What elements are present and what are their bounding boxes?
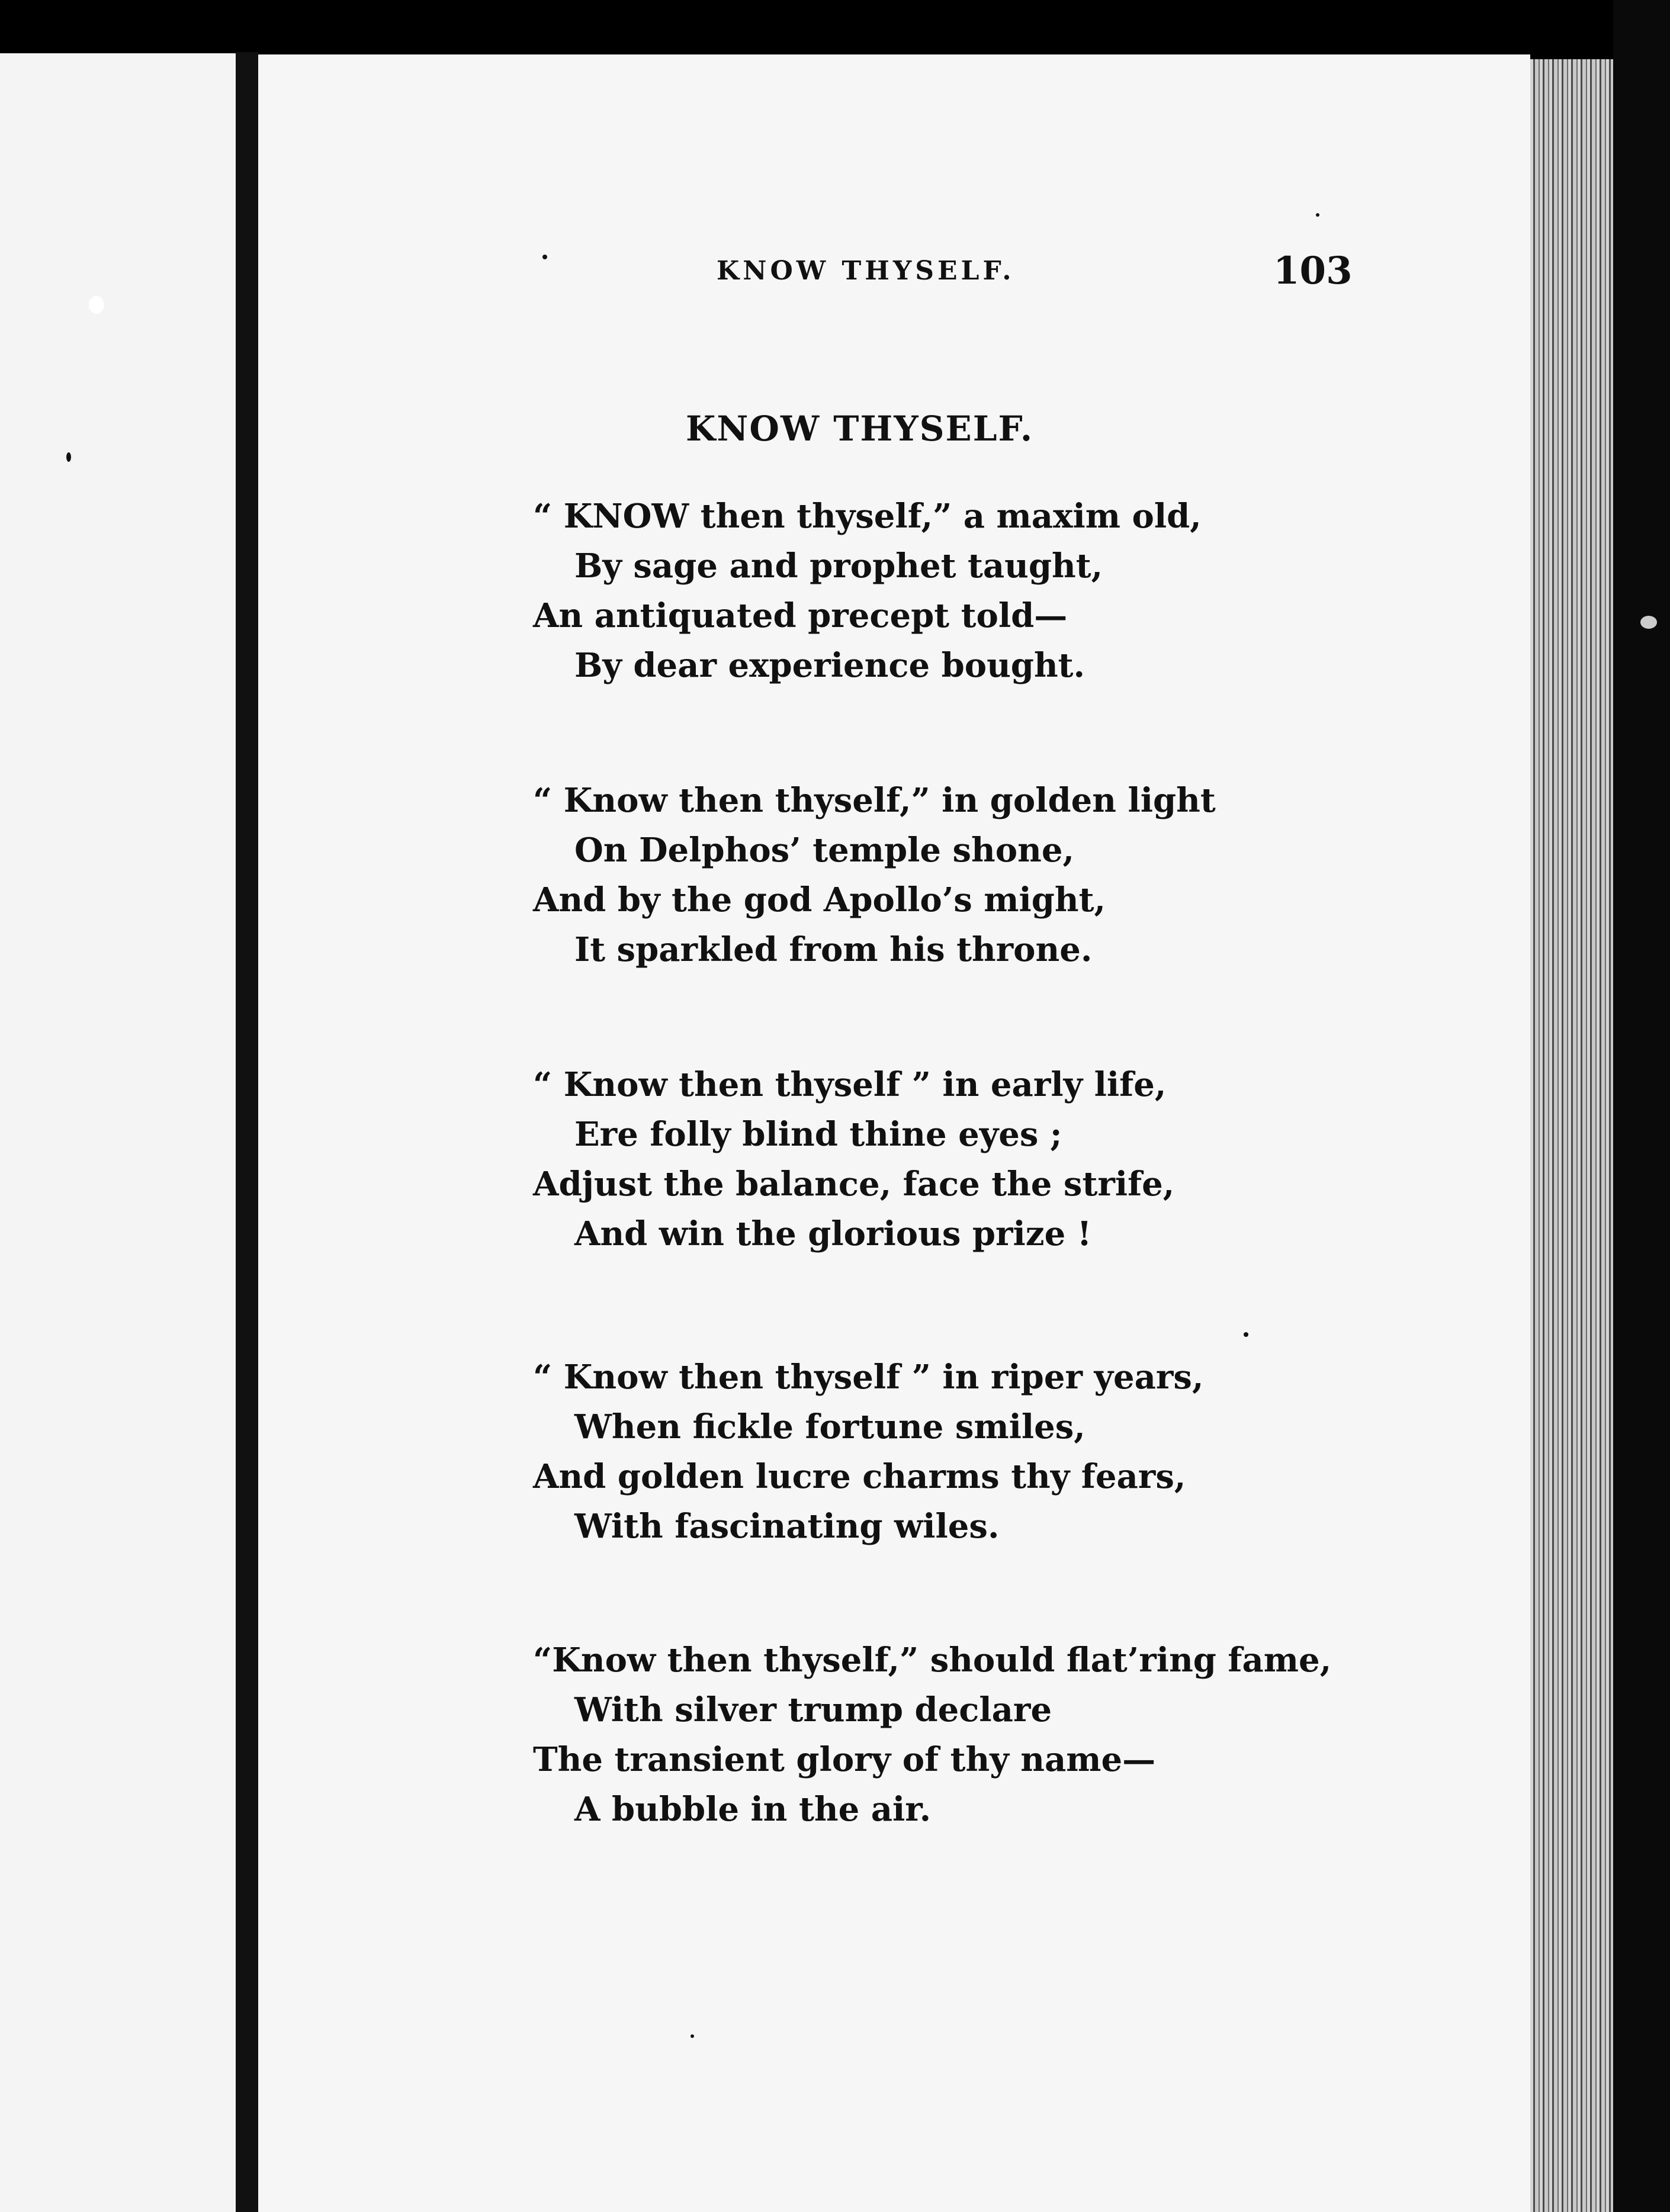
poem-title: KNOW THYSELF. (686, 409, 1034, 449)
dust-speck (1244, 1332, 1248, 1337)
dust-speck (691, 2034, 694, 2038)
scan-background (1613, 0, 1670, 2212)
running-head: KNOW THYSELF. (717, 256, 1015, 286)
poem-line: On Delphos’ temple shone, (574, 831, 1074, 870)
left-page (0, 53, 236, 2212)
poem-line: With silver trump declare (574, 1690, 1052, 1729)
dust-speck (542, 255, 547, 259)
page-number: 103 (1273, 249, 1353, 293)
stanza-3 (533, 1060, 1174, 1259)
poem-line: When fickle fortune smiles, (574, 1407, 1086, 1446)
poem-line: By dear experience bought. (574, 646, 1086, 685)
gutter-shadow (236, 52, 258, 2212)
poem-line: “Know then thyself,” should flat’ring fame, (533, 1641, 1332, 1680)
poem-line: Ere folly blind thine eyes ; (574, 1115, 1062, 1154)
poem-line: An antiquated precept told— (533, 596, 1068, 635)
poem-line: “ Know then thyself ” in riper years, (533, 1358, 1204, 1397)
dust-speck (89, 296, 104, 314)
poem-line: It sparkled from his throne. (574, 930, 1093, 969)
stanza-2 (533, 776, 1216, 975)
poem-line: “ Know then thyself ” in early life, (533, 1065, 1167, 1104)
poem-line: “ Know then thyself,” in golden light (533, 781, 1216, 820)
stanza-5 (533, 1635, 1331, 1834)
poem-line: And golden lucre charms thy fears, (533, 1457, 1186, 1496)
page-edges (1530, 59, 1613, 2212)
dust-speck (1316, 213, 1319, 217)
poem-line: And by the god Apollo’s might, (533, 880, 1106, 919)
stanza-1 (533, 491, 1202, 690)
poem-line: “ KNOW then thyself,” a maxim old, (533, 497, 1202, 536)
poem-line: The transient glory of thy name— (533, 1740, 1156, 1779)
poem-line: By sage and prophet taught, (574, 546, 1103, 586)
poem-line: A bubble in the air. (574, 1790, 932, 1829)
dust-speck (1640, 616, 1657, 629)
poem-line: Adjust the balance, face the strife, (533, 1165, 1175, 1204)
dust-speck (66, 452, 71, 462)
poem-line: With fascinating wiles. (574, 1507, 1000, 1546)
stanza-4 (533, 1352, 1203, 1551)
poem-line: And win the glorious prize ! (574, 1214, 1092, 1253)
